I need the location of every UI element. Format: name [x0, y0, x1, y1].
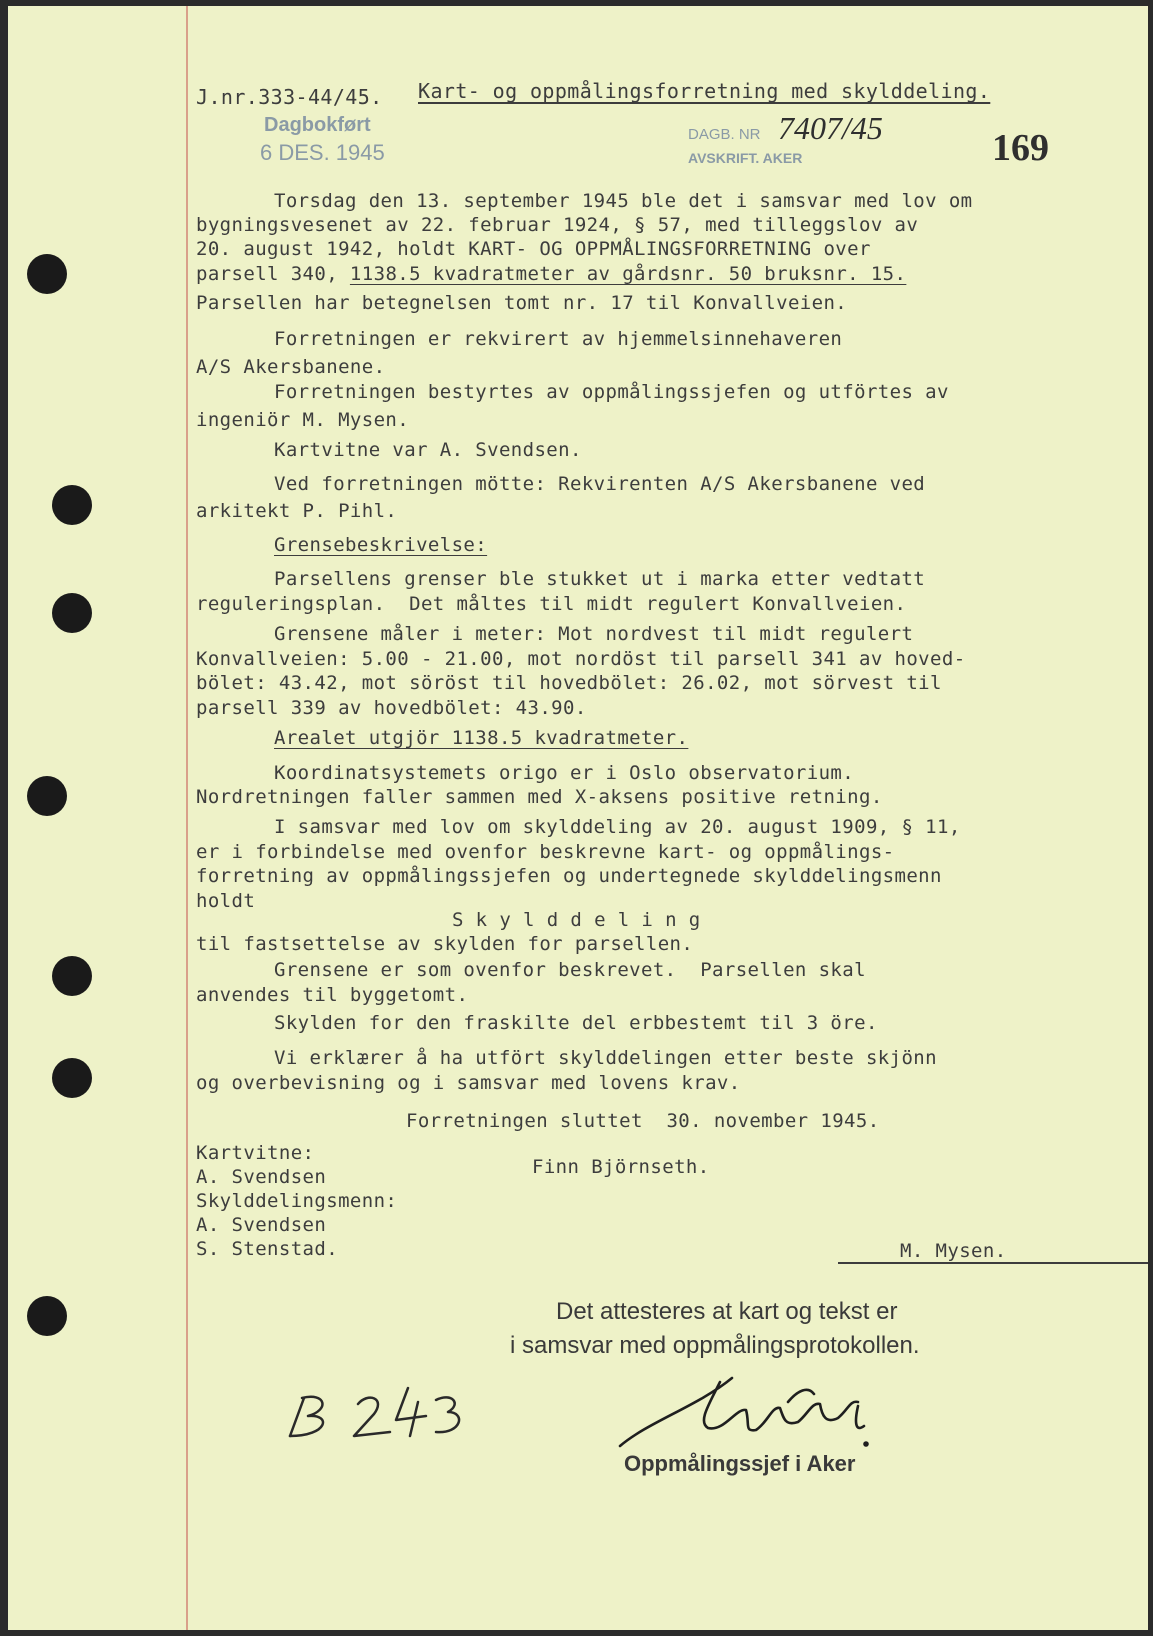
- body-line: A/S Akersbanene.: [196, 356, 386, 378]
- skylddelingsmenn-label: Skylddelingsmenn:: [196, 1190, 398, 1212]
- handwriting-layer: [8, 6, 1148, 1630]
- body-line: Vi erklærer å ha utfört skylddelingen etter beste skjönn: [274, 1047, 937, 1069]
- document-page: [8, 6, 1148, 1630]
- skylddelingsmenn-name: A. Svendsen: [196, 1214, 327, 1236]
- signatory-name: Finn Björnseth.: [532, 1156, 710, 1178]
- body-line: anvendes til byggetomt.: [196, 984, 469, 1006]
- body-line: ingeniör M. Mysen.: [196, 409, 410, 431]
- dagbokfort-stamp: Dagbokført: [264, 114, 371, 136]
- handwritten-reference: [290, 1388, 459, 1436]
- avskrift-stamp: AVSKRIFT. AKER: [688, 150, 803, 166]
- body-line: Ved forretningen mötte: Rekvirenten A/S Akersbanene ved: [274, 473, 926, 495]
- body-line: parsell 339 av hovedbölet: 43.90.: [196, 697, 587, 719]
- section-heading: Grensebeskrivelse:: [274, 534, 488, 556]
- body-line: holdt: [196, 890, 256, 912]
- body-line: Forretningen er rekvirert av hjemmelsinnehaveren: [274, 328, 843, 350]
- body-line: til fastsettelse av skylden for parsellen.: [196, 933, 694, 955]
- body-line: reguleringsplan. Det måltes til midt regulert Konvallveien.: [196, 593, 907, 615]
- date-stamp: 6 DES. 1945: [260, 140, 385, 165]
- skylddeling-heading: S k y l d d e l i n g: [452, 909, 701, 931]
- body-line: og overbevisning og i samsvar med lovens krav.: [196, 1072, 741, 1094]
- body-line: arkitekt P. Pihl.: [196, 500, 398, 522]
- body-line: Forretningen bestyrtes av oppmålingssjefen og utförtes av: [274, 381, 949, 403]
- body-line: Torsdag den 13. september 1945 ble det i samsvar med lov om: [274, 190, 973, 212]
- skylddelingsmenn-name: S. Stenstad.: [196, 1238, 339, 1260]
- body-line: Parsellen har betegnelsen tomt nr. 17 til Konvallveien.: [196, 292, 848, 314]
- body-line: Parsellens grenser ble stukket ut i marka etter vedtatt: [274, 568, 926, 590]
- attestation-signature: [620, 1378, 868, 1446]
- document-title: Kart- og oppmålingsforretning med skylddeling.: [418, 79, 991, 103]
- dagb-nr-value: 7407/45: [778, 110, 883, 146]
- body-line: Koordinatsystemets origo er i Oslo observatorium.: [274, 762, 855, 784]
- dagb-nr-label: DAGB. NR: [688, 126, 761, 143]
- area-statement: Arealet utgjör 1138.5 kvadratmeter.: [274, 727, 689, 749]
- attestation-line: Det attesteres at kart og tekst er: [556, 1298, 898, 1325]
- body-line: Skylden for den fraskilte del erbbestemt til 3 öre.: [274, 1012, 878, 1034]
- body-line: Kartvitne var A. Svendsen.: [274, 439, 582, 461]
- page-number: 169: [992, 127, 1049, 169]
- body-line: forretning av oppmålingssjefen og undertegnede skylddelingsmenn: [196, 865, 942, 887]
- signatory-name: M. Mysen.: [900, 1240, 1007, 1262]
- attestation-line: i samsvar med oppmålingsprotokollen.: [510, 1332, 920, 1359]
- closing-line: Forretningen sluttet 30. november 1945.: [406, 1110, 880, 1132]
- journal-number: J.nr.333-44/45.: [196, 85, 383, 109]
- kartvitne-name: A. Svendsen: [196, 1166, 327, 1188]
- body-line: bölet: 43.42, mot söröst til hovedbölet: 26.02, mot sörvest til: [196, 672, 942, 694]
- body-line: 20. august 1942, holdt KART- OG OPPMÅLINGSFORRETNING over: [196, 238, 871, 260]
- body-line: Nordretningen faller sammen med X-aksens positive retning.: [196, 786, 883, 808]
- body-line: parsell 340, 1138.5 kvadratmeter av gårdsnr. 50 bruksnr. 15.: [196, 263, 907, 285]
- body-line: I samsvar med lov om skylddeling av 20. august 1909, § 11,: [274, 816, 961, 838]
- body-line: Grensene er som ovenfor beskrevet. Parsellen skal: [274, 959, 866, 981]
- kartvitne-label: Kartvitne:: [196, 1142, 315, 1164]
- body-line: bygningsvesenet av 22. februar 1924, § 57, med tilleggslov av: [196, 214, 919, 236]
- body-line: Grensene måler i meter: Mot nordvest til midt regulert: [274, 623, 914, 645]
- attestation-title: Oppmålingssjef i Aker: [624, 1451, 856, 1476]
- body-line: er i forbindelse med ovenfor beskrevne kart- og oppmålings-: [196, 841, 895, 863]
- body-line: Konvallveien: 5.00 - 21.00, mot nordöst til parsell 341 av hoved-: [196, 648, 966, 670]
